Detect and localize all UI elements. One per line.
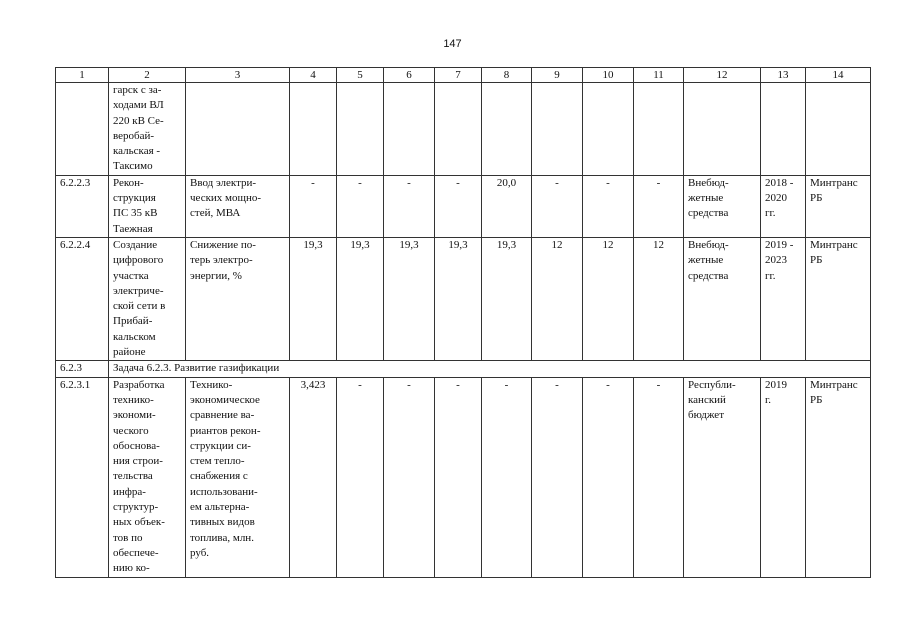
cell-period xyxy=(761,83,806,176)
cell-value: 12 xyxy=(532,237,583,360)
cell-value xyxy=(634,83,684,176)
cell-executor: Минтранс РБ xyxy=(806,237,871,360)
cell-executor: Минтранс РБ xyxy=(806,377,871,577)
cell-value xyxy=(384,83,435,176)
cell-value: - xyxy=(435,175,482,237)
cell-event: гарск с за- ходами ВЛ 220 кВ Се- веробай- кальская - Таксимо xyxy=(109,83,186,176)
cell-value xyxy=(583,83,634,176)
column-number-row xyxy=(56,68,871,83)
cell-funding: Республи- канский бюджет xyxy=(684,377,761,577)
cell-indicator: Технико- экономическое сравнение ва- риантов рекон- струкции си- стем тепло- снабжения с использовани- ем альтерна- тивных видов топлива, млн. руб. xyxy=(186,377,290,577)
column-header: 6 xyxy=(384,68,435,83)
page-number: 147 xyxy=(443,38,462,50)
cell-value: 19,3 xyxy=(290,237,337,360)
cell-indicator xyxy=(186,83,290,176)
cell-value xyxy=(435,83,482,176)
cell-value: - xyxy=(583,377,634,577)
cell-value xyxy=(337,83,384,176)
column-header: 11 xyxy=(634,68,684,83)
cell-value: 19,3 xyxy=(482,237,532,360)
cell-period: 2019 - 2023 гг. xyxy=(761,237,806,360)
column-header: 7 xyxy=(435,68,482,83)
cell-value: 3,423 xyxy=(290,377,337,577)
cell-value: 19,3 xyxy=(337,237,384,360)
cell-funding: Внебюд- жетные средства xyxy=(684,237,761,360)
section-row xyxy=(56,361,871,377)
cell-executor: Минтранс РБ xyxy=(806,175,871,237)
cell-executor xyxy=(806,83,871,176)
cell-value: - xyxy=(337,175,384,237)
section-code: 6.2.3 xyxy=(56,361,109,377)
cell-value: - xyxy=(532,377,583,577)
column-header: 12 xyxy=(684,68,761,83)
column-header: 14 xyxy=(806,68,871,83)
cell-value: - xyxy=(435,377,482,577)
cell-event: Рекон- струкция ПС 35 кВ Таежная xyxy=(109,175,186,237)
column-header: 13 xyxy=(761,68,806,83)
cell-value: - xyxy=(583,175,634,237)
cell-value: - xyxy=(290,175,337,237)
cell-code: 6.2.2.4 xyxy=(56,237,109,360)
cell-value: - xyxy=(634,377,684,577)
column-header: 10 xyxy=(583,68,634,83)
cell-event: Разработка технико- экономи- ческого обоснова- ния строи- тельства инфра- структур- ных объек- тов по обеспече- нию ко- xyxy=(109,377,186,577)
cell-value: 12 xyxy=(634,237,684,360)
cell-value: 19,3 xyxy=(435,237,482,360)
cell-value xyxy=(290,83,337,176)
cell-value: - xyxy=(532,175,583,237)
table-row xyxy=(56,175,871,237)
section-title: Задача 6.2.3. Развитие газификации xyxy=(109,361,871,377)
program-table xyxy=(55,67,871,578)
cell-value: 12 xyxy=(583,237,634,360)
cell-event: Создание цифрового участка электриче- ской сети в Прибай- кальском районе xyxy=(109,237,186,360)
cell-code xyxy=(56,83,109,176)
column-header: 8 xyxy=(482,68,532,83)
cell-funding: Внебюд- жетные средства xyxy=(684,175,761,237)
cell-period: 2019 г. xyxy=(761,377,806,577)
column-header: 3 xyxy=(186,68,290,83)
cell-code: 6.2.2.3 xyxy=(56,175,109,237)
column-header: 1 xyxy=(56,68,109,83)
cell-value: 20,0 xyxy=(482,175,532,237)
cell-value xyxy=(482,83,532,176)
table-row xyxy=(56,377,871,577)
cell-value xyxy=(532,83,583,176)
column-header: 9 xyxy=(532,68,583,83)
table-row xyxy=(56,83,871,176)
cell-code: 6.2.3.1 xyxy=(56,377,109,577)
cell-indicator: Снижение по- терь электро- энергии, % xyxy=(186,237,290,360)
cell-value: - xyxy=(384,175,435,237)
table-row xyxy=(56,237,871,360)
cell-value: 19,3 xyxy=(384,237,435,360)
cell-period: 2018 - 2020 гг. xyxy=(761,175,806,237)
column-header: 4 xyxy=(290,68,337,83)
column-header: 5 xyxy=(337,68,384,83)
cell-value: - xyxy=(634,175,684,237)
cell-value: - xyxy=(337,377,384,577)
cell-value: - xyxy=(482,377,532,577)
cell-value: - xyxy=(384,377,435,577)
column-header: 2 xyxy=(109,68,186,83)
cell-funding xyxy=(684,83,761,176)
cell-indicator: Ввод электри- ческих мощно- стей, МВА xyxy=(186,175,290,237)
